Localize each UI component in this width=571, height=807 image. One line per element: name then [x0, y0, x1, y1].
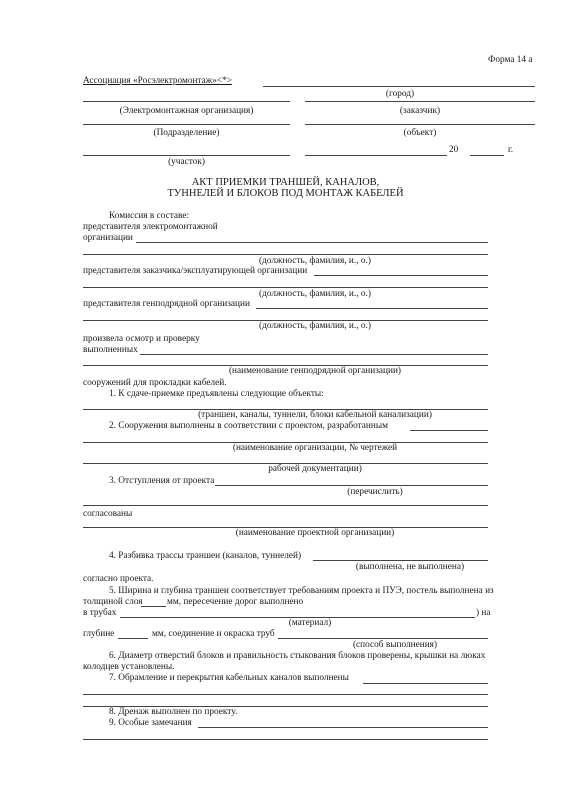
item5-line2-a: толщиной слоя — [83, 597, 143, 607]
item8-text: 8. Дренаж выполнен по проекту. — [109, 707, 238, 717]
item7-text: 7. Обрамление и перекрытия кабельных каналов выполнены — [109, 673, 349, 683]
depth-field[interactable] — [118, 638, 148, 639]
city-line[interactable] — [263, 86, 535, 87]
customer-caption: (заказчик) — [399, 106, 441, 116]
depth-label-a: глубине — [83, 629, 115, 639]
section-caption: (участок) — [168, 157, 205, 167]
item5-line2-b: мм, пересечение дорог выполнено — [167, 597, 304, 607]
item5-line1: 5. Ширина и глубина траншеи соответствует требованиям проекта и ПУЭ, постель выполнена из — [109, 586, 494, 596]
inspection-line[interactable] — [140, 354, 488, 355]
design-org-caption: (наименование проектной организации) — [235, 528, 395, 538]
year-suffix: г. — [508, 145, 514, 155]
item2-caption-1: (наименование организации, № чертежей — [232, 443, 398, 453]
division-line[interactable] — [83, 124, 290, 125]
rep-customer-line[interactable] — [314, 275, 488, 276]
customer-line[interactable] — [305, 101, 535, 102]
item9-text: 9. Особые замечания — [109, 718, 192, 728]
pipe-method-line[interactable] — [278, 638, 488, 639]
item1-text: 1. К сдаче-приемке предъявлены следующие объекты: — [109, 389, 324, 399]
year-line[interactable] — [470, 155, 504, 156]
material-caption: (материал) — [288, 618, 332, 628]
item2-text: 2. Сооружения выполнены в соответствии с проектом, разработанным — [109, 421, 388, 431]
item3-line[interactable] — [215, 485, 488, 486]
item9-line[interactable] — [198, 727, 488, 728]
rep-electro-line[interactable] — [136, 242, 488, 243]
item6-line2: колодцев установлены. — [83, 662, 175, 672]
association-name: Ассоциация «Росэлектромонтаж»<*> — [83, 76, 233, 86]
agreed-label: согласованы — [83, 509, 133, 519]
item7-line-2[interactable] — [83, 694, 488, 695]
position-caption-1: (должность, фамилия, и., о.) — [259, 256, 371, 266]
item3-text: 3. Отступления от проекта — [109, 476, 215, 486]
item3-line-2[interactable] — [83, 505, 488, 506]
rep-electro-label-2: организации — [83, 233, 133, 243]
inspection-label-1: произвела осмотр и проверку — [83, 334, 200, 344]
city-caption: (город) — [385, 89, 415, 99]
item9-line-2[interactable] — [83, 739, 488, 740]
item4-text: 4. Разбивка трассы траншеи (каналов, туннелей) — [109, 551, 302, 561]
item5-line3-a: в трубах — [83, 608, 117, 618]
object-caption: (объект) — [403, 128, 437, 138]
method-caption: (способ выполнения) — [352, 640, 438, 650]
position-caption-2: (должность, фамилия, и., о.) — [259, 289, 371, 299]
item7-line[interactable] — [363, 683, 488, 684]
rep-customer-line-2[interactable] — [83, 287, 488, 288]
item4-line[interactable] — [313, 560, 488, 561]
rep-customer-label: представителя заказчика/эксплуатирующей организации — [83, 266, 308, 276]
item4-caption: (выполнена, не выполнена) — [355, 562, 465, 572]
general-org-caption: (наименование генподрядной организации) — [228, 366, 402, 376]
document-title-line1: АКТ ПРИЕМКИ ТРАНШЕЙ, КАНАЛОВ, — [191, 177, 380, 188]
item1-caption: (траншеи, каналы, туннели, блоки кабельной канализации) — [198, 410, 432, 420]
rep-general-line[interactable] — [256, 308, 488, 309]
item5-line3-b: ) на — [476, 608, 491, 618]
item3-caption: (перечислить) — [347, 487, 403, 497]
rep-electro-line-2[interactable] — [83, 254, 488, 255]
org-line[interactable] — [83, 101, 290, 102]
layer-thickness-field[interactable] — [141, 606, 166, 607]
date-line[interactable] — [305, 155, 447, 156]
org-caption: (Электромонтажная организация) — [119, 106, 254, 116]
rep-general-label: представителя генподрядной организации — [83, 299, 250, 309]
inspection-label-2: выполненных — [83, 345, 138, 355]
commission-label: Комиссия в составе: — [109, 211, 190, 221]
depth-label-b: мм, соединение и окраска труб — [152, 629, 275, 639]
object-line[interactable] — [305, 124, 535, 125]
position-caption-3: (должность, фамилия, и., о.) — [259, 321, 371, 331]
section-line[interactable] — [83, 155, 290, 156]
structures-text: сооружений для прокладки кабелей. — [83, 378, 227, 388]
form-number: Форма 14 а — [488, 55, 533, 65]
division-caption: (Подразделение) — [153, 128, 220, 138]
document-title-line2: ТУННЕЛЕЙ И БЛОКОВ ПОД МОНТАЖ КАБЕЛЕЙ — [167, 188, 404, 199]
item6-line1: 6. Диаметр отверстий блоков и правильность стыкования блоков проверены, крышки на люках — [109, 651, 486, 661]
item2-line[interactable] — [410, 430, 488, 431]
according-text: согласно проекта. — [83, 574, 154, 584]
rep-electro-label-1: представителя электромонтажной — [83, 222, 218, 232]
year-prefix: 20 — [449, 145, 459, 155]
item2-caption-2: рабочей документации) — [268, 464, 362, 474]
